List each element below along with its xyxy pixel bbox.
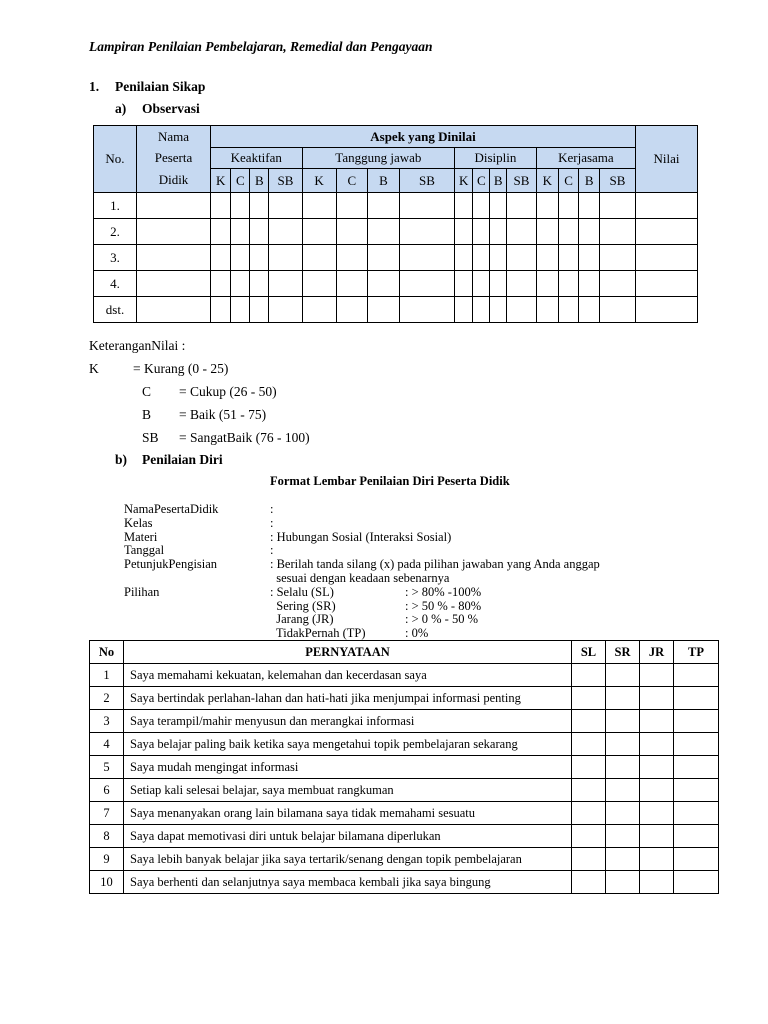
answer-cell-sr bbox=[606, 825, 640, 848]
student-name-cell bbox=[137, 297, 211, 323]
table-row bbox=[90, 664, 719, 687]
grade-cell bbox=[336, 219, 368, 245]
grade-cell bbox=[490, 219, 507, 245]
legend-title: KeteranganNilai : bbox=[89, 338, 186, 353]
answer-cell-jr bbox=[640, 687, 674, 710]
grade-cell bbox=[579, 245, 600, 271]
field-value-name: : bbox=[270, 502, 274, 516]
aspect-kerjasama: Kerjasama bbox=[536, 148, 635, 169]
grade-cell bbox=[599, 245, 635, 271]
grade-cell bbox=[399, 271, 454, 297]
aspect-disiplin: Disiplin bbox=[455, 148, 537, 169]
row-number: 3. bbox=[94, 245, 137, 271]
grade-cell bbox=[250, 271, 269, 297]
table-row bbox=[94, 193, 698, 219]
grade-cell bbox=[490, 193, 507, 219]
field-label-class: Kelas bbox=[124, 516, 153, 530]
grade-cell bbox=[455, 271, 473, 297]
grade-cell bbox=[558, 193, 579, 219]
answer-cell-sr bbox=[606, 687, 640, 710]
grade-cell bbox=[302, 297, 336, 323]
grade-cell bbox=[269, 193, 302, 219]
grade-cell bbox=[558, 219, 579, 245]
field-label-instructions: PetunjukPengisian bbox=[124, 557, 218, 571]
choice-name-sl: : Selalu (SL) bbox=[270, 585, 334, 599]
field-label-choices: Pilihan bbox=[124, 585, 160, 599]
grade-cell bbox=[507, 271, 537, 297]
statement-text: Setiap kali selesai belajar, saya membuat rangkuman bbox=[124, 779, 572, 802]
statement-number: 3 bbox=[90, 710, 124, 733]
grade-cell bbox=[536, 271, 558, 297]
answer-cell-jr bbox=[640, 756, 674, 779]
grade-cell bbox=[250, 245, 269, 271]
grade-cell bbox=[558, 245, 579, 271]
grade-cell bbox=[250, 219, 269, 245]
answer-cell-sl bbox=[572, 871, 606, 894]
legend-desc-b: = Baik (51 - 75) bbox=[179, 407, 267, 422]
grade-cell bbox=[599, 297, 635, 323]
grade-sb: SB bbox=[599, 169, 635, 193]
subsection-b-title: Penilaian Diri bbox=[142, 452, 223, 467]
statement-number: 2 bbox=[90, 687, 124, 710]
grade-cell bbox=[211, 219, 231, 245]
answer-cell-tp bbox=[674, 733, 719, 756]
grade-cell bbox=[336, 297, 368, 323]
student-name-cell bbox=[137, 219, 211, 245]
grade-cell bbox=[490, 297, 507, 323]
grade-k: K bbox=[211, 169, 231, 193]
grade-cell bbox=[269, 245, 302, 271]
grade-cell bbox=[368, 297, 400, 323]
grade-cell bbox=[368, 219, 400, 245]
choice-name-sr: Sering (SR) bbox=[270, 599, 336, 613]
answer-cell-sl bbox=[572, 664, 606, 687]
statement-number: 5 bbox=[90, 756, 124, 779]
section-number: 1. bbox=[89, 79, 100, 94]
grade-cell bbox=[490, 245, 507, 271]
header-tp: TP bbox=[674, 641, 719, 664]
field-value-material: : Hubungan Sosial (Interaksi Sosial) bbox=[270, 530, 452, 544]
field-label-material: Materi bbox=[124, 530, 158, 544]
grade-sb: SB bbox=[507, 169, 537, 193]
grade-cell bbox=[211, 245, 231, 271]
statement-text: Saya lebih banyak belajar jika saya tertarik/senang dengan topik pembelajaran bbox=[124, 848, 572, 871]
statement-number: 9 bbox=[90, 848, 124, 871]
answer-cell-sl bbox=[572, 733, 606, 756]
grade-b: B bbox=[368, 169, 400, 193]
self-assessment-table bbox=[89, 640, 719, 894]
answer-cell-tp bbox=[674, 779, 719, 802]
grade-cell bbox=[269, 271, 302, 297]
grade-cell bbox=[399, 297, 454, 323]
grade-cell bbox=[336, 245, 368, 271]
grade-cell bbox=[599, 219, 635, 245]
statement-text: Saya dapat memotivasi diri untuk belajar bilamana diperlukan bbox=[124, 825, 572, 848]
grade-c: C bbox=[473, 169, 490, 193]
answer-cell-jr bbox=[640, 871, 674, 894]
grade-cell bbox=[579, 193, 600, 219]
header-jr: JR bbox=[640, 641, 674, 664]
score-cell bbox=[636, 219, 698, 245]
grade-cell bbox=[399, 219, 454, 245]
grade-c: C bbox=[336, 169, 368, 193]
field-value-class: : bbox=[270, 516, 274, 530]
grade-k: K bbox=[455, 169, 473, 193]
grade-k: K bbox=[302, 169, 336, 193]
grade-cell bbox=[302, 271, 336, 297]
row-number: dst. bbox=[94, 297, 137, 323]
col-name-line1: Nama bbox=[137, 126, 211, 148]
grade-cell bbox=[536, 245, 558, 271]
choice-name-jr: Jarang (JR) bbox=[270, 612, 334, 626]
answer-cell-sr bbox=[606, 710, 640, 733]
table-row bbox=[94, 245, 698, 271]
grade-cell bbox=[336, 271, 368, 297]
grade-cell bbox=[599, 271, 635, 297]
answer-cell-jr bbox=[640, 710, 674, 733]
grade-c: C bbox=[558, 169, 579, 193]
grade-cell bbox=[250, 193, 269, 219]
answer-cell-sl bbox=[572, 710, 606, 733]
grade-cell bbox=[302, 193, 336, 219]
grade-cell bbox=[399, 193, 454, 219]
grade-cell bbox=[269, 219, 302, 245]
table-row bbox=[94, 271, 698, 297]
table-row bbox=[94, 297, 698, 323]
statement-number: 10 bbox=[90, 871, 124, 894]
col-score-header: Nilai bbox=[636, 126, 698, 193]
student-name-cell bbox=[137, 193, 211, 219]
answer-cell-tp bbox=[674, 664, 719, 687]
answer-cell-jr bbox=[640, 825, 674, 848]
grade-cell bbox=[599, 193, 635, 219]
answer-cell-tp bbox=[674, 756, 719, 779]
grade-cell bbox=[455, 193, 473, 219]
table-row bbox=[90, 756, 719, 779]
statement-text: Saya berhenti dan selanjutnya saya membaca kembali jika saya bingung bbox=[124, 871, 572, 894]
row-number: 2. bbox=[94, 219, 137, 245]
grade-cell bbox=[368, 271, 400, 297]
answer-cell-sr bbox=[606, 756, 640, 779]
self-form-title: Format Lembar Penilaian Diri Peserta Didik bbox=[270, 474, 510, 488]
grade-cell bbox=[399, 245, 454, 271]
grade-cell bbox=[536, 193, 558, 219]
grade-cell bbox=[302, 219, 336, 245]
grade-cell bbox=[455, 297, 473, 323]
grade-cell bbox=[579, 297, 600, 323]
grade-cell bbox=[368, 193, 400, 219]
field-value-instructions: : Berilah tanda silang (x) pada pilihan jawaban yang Anda anggap bbox=[270, 557, 600, 571]
answer-cell-sl bbox=[572, 802, 606, 825]
col-no-header: No. bbox=[94, 126, 137, 193]
answer-cell-sr bbox=[606, 802, 640, 825]
grade-cell bbox=[536, 297, 558, 323]
grade-cell bbox=[473, 193, 490, 219]
grade-cell bbox=[231, 219, 250, 245]
page-title: Lampiran Penilaian Pembelajaran, Remedial dan Pengayaan bbox=[89, 39, 433, 54]
table-row bbox=[90, 710, 719, 733]
header-sr: SR bbox=[606, 641, 640, 664]
grade-cell bbox=[558, 271, 579, 297]
answer-cell-jr bbox=[640, 733, 674, 756]
grade-cell bbox=[269, 297, 302, 323]
section-title: Penilaian Sikap bbox=[115, 79, 206, 94]
grade-cell bbox=[231, 245, 250, 271]
score-cell bbox=[636, 271, 698, 297]
answer-cell-jr bbox=[640, 848, 674, 871]
grade-cell bbox=[507, 219, 537, 245]
answer-cell-tp bbox=[674, 848, 719, 871]
grade-cell bbox=[211, 271, 231, 297]
answer-cell-jr bbox=[640, 802, 674, 825]
grade-cell bbox=[507, 297, 537, 323]
statement-number: 8 bbox=[90, 825, 124, 848]
grade-cell bbox=[536, 219, 558, 245]
answer-cell-tp bbox=[674, 802, 719, 825]
table-row bbox=[90, 733, 719, 756]
answer-cell-sl bbox=[572, 825, 606, 848]
grade-cell bbox=[473, 245, 490, 271]
grade-cell bbox=[473, 219, 490, 245]
grade-cell bbox=[231, 193, 250, 219]
statement-number: 1 bbox=[90, 664, 124, 687]
answer-cell-tp bbox=[674, 871, 719, 894]
statement-text: Saya mudah mengingat informasi bbox=[124, 756, 572, 779]
grade-cell bbox=[336, 193, 368, 219]
grade-k: K bbox=[536, 169, 558, 193]
aspect-header: Aspek yang Dinilai bbox=[211, 126, 636, 148]
field-label-name: NamaPesertaDidik bbox=[124, 502, 219, 516]
statement-number: 7 bbox=[90, 802, 124, 825]
statement-text: Saya belajar paling baik ketika saya mengetahui topik pembelajaran sekarang bbox=[124, 733, 572, 756]
grade-cell bbox=[507, 193, 537, 219]
statement-text: Saya bertindak perlahan-lahan dan hati-hati jika menjumpai informasi penting bbox=[124, 687, 572, 710]
header-sl: SL bbox=[572, 641, 606, 664]
grade-cell bbox=[473, 271, 490, 297]
table-row bbox=[90, 825, 719, 848]
score-cell bbox=[636, 193, 698, 219]
grade-cell bbox=[250, 297, 269, 323]
legend-code-b: B bbox=[142, 407, 152, 422]
subsection-b-letter: b) bbox=[115, 452, 128, 467]
grade-cell bbox=[302, 245, 336, 271]
legend-desc-sb: = SangatBaik (76 - 100) bbox=[179, 430, 310, 445]
choice-range-jr: : > 0 % - 50 % bbox=[405, 612, 479, 626]
statement-text: Saya terampil/mahir menyusun dan merangkai informasi bbox=[124, 710, 572, 733]
header-no: No bbox=[90, 641, 124, 664]
grade-cell bbox=[368, 245, 400, 271]
grade-b: B bbox=[579, 169, 600, 193]
grade-cell bbox=[211, 193, 231, 219]
grade-cell bbox=[231, 271, 250, 297]
grade-sb: SB bbox=[399, 169, 454, 193]
field-value-instructions-cont: sesuai dengan keadaan sebenarnya bbox=[270, 571, 450, 585]
answer-cell-sr bbox=[606, 871, 640, 894]
row-number: 4. bbox=[94, 271, 137, 297]
statement-text: Saya memahami kekuatan, kelemahan dan kecerdasan saya bbox=[124, 664, 572, 687]
answer-cell-tp bbox=[674, 825, 719, 848]
grade-b: B bbox=[490, 169, 507, 193]
grade-cell bbox=[211, 297, 231, 323]
table-row bbox=[90, 802, 719, 825]
answer-cell-sl bbox=[572, 848, 606, 871]
grade-cell bbox=[558, 297, 579, 323]
grade-b: B bbox=[250, 169, 269, 193]
statement-number: 6 bbox=[90, 779, 124, 802]
grade-cell bbox=[579, 271, 600, 297]
statement-text: Saya menanyakan orang lain bilamana saya tidak memahami sesuatu bbox=[124, 802, 572, 825]
subsection-a-title: Observasi bbox=[142, 101, 200, 116]
choice-name-tp: TidakPernah (TP) bbox=[270, 626, 366, 640]
student-name-cell bbox=[137, 271, 211, 297]
legend-desc-k: = Kurang (0 - 25) bbox=[133, 361, 229, 376]
answer-cell-tp bbox=[674, 687, 719, 710]
grade-c: C bbox=[231, 169, 250, 193]
header-statement: PERNYATAAN bbox=[124, 641, 572, 664]
answer-cell-sr bbox=[606, 779, 640, 802]
choice-range-tp: : 0% bbox=[405, 626, 429, 640]
grade-cell bbox=[473, 297, 490, 323]
table-row bbox=[94, 219, 698, 245]
legend-code-k: K bbox=[89, 361, 99, 376]
legend-desc-c: = Cukup (26 - 50) bbox=[179, 384, 277, 399]
choice-range-sl: : > 80% -100% bbox=[405, 585, 482, 599]
answer-cell-tp bbox=[674, 710, 719, 733]
table-row bbox=[90, 871, 719, 894]
answer-cell-sl bbox=[572, 779, 606, 802]
answer-cell-sl bbox=[572, 756, 606, 779]
grade-cell bbox=[455, 219, 473, 245]
row-number: 1. bbox=[94, 193, 137, 219]
choice-range-sr: : > 50 % - 80% bbox=[405, 599, 482, 613]
grade-cell bbox=[231, 297, 250, 323]
score-cell bbox=[636, 245, 698, 271]
answer-cell-jr bbox=[640, 779, 674, 802]
score-cell bbox=[636, 297, 698, 323]
statement-number: 4 bbox=[90, 733, 124, 756]
col-name-line2: Peserta bbox=[137, 148, 211, 169]
grade-cell bbox=[490, 271, 507, 297]
field-value-date: : bbox=[270, 543, 274, 557]
grade-cell bbox=[507, 245, 537, 271]
grade-sb: SB bbox=[269, 169, 302, 193]
answer-cell-sl bbox=[572, 687, 606, 710]
answer-cell-sr bbox=[606, 733, 640, 756]
answer-cell-sr bbox=[606, 848, 640, 871]
table-row bbox=[90, 687, 719, 710]
legend-code-c: C bbox=[142, 384, 152, 399]
student-name-cell bbox=[137, 245, 211, 271]
subsection-a-letter: a) bbox=[115, 101, 127, 116]
field-label-date: Tanggal bbox=[124, 543, 165, 557]
legend-code-sb: SB bbox=[142, 430, 159, 445]
aspect-keaktifan: Keaktifan bbox=[211, 148, 303, 169]
observation-table bbox=[93, 125, 698, 323]
answer-cell-jr bbox=[640, 664, 674, 687]
grade-cell bbox=[579, 219, 600, 245]
grade-cell bbox=[455, 245, 473, 271]
table-row bbox=[90, 779, 719, 802]
answer-cell-sr bbox=[606, 664, 640, 687]
table-row bbox=[90, 848, 719, 871]
aspect-tanggung-jawab: Tanggung jawab bbox=[302, 148, 455, 169]
col-name-line3: Didik bbox=[137, 169, 211, 193]
